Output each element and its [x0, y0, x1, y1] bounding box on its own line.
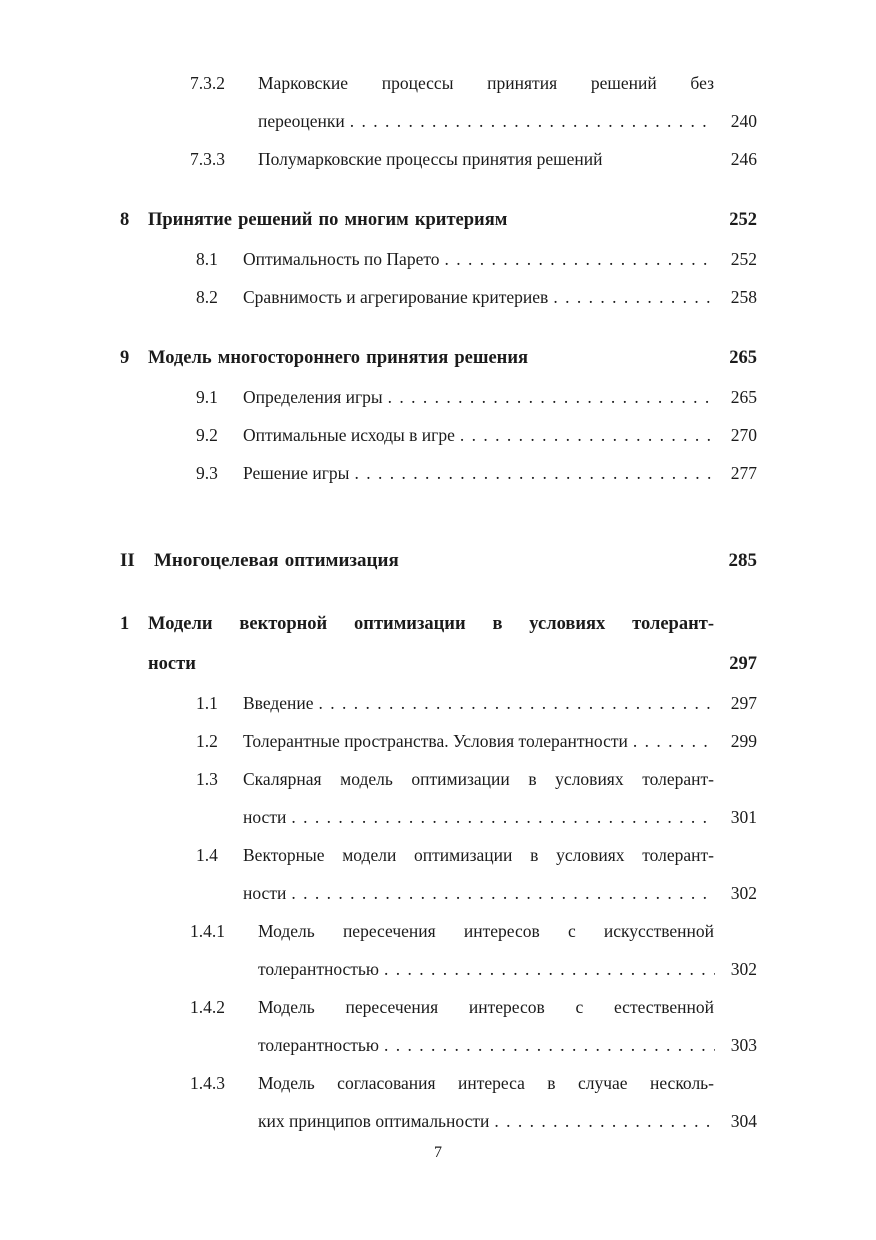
toc-entry — [196, 454, 757, 492]
toc-entry-page: 285 — [728, 550, 757, 571]
toc-entry-title: Решение игры — [243, 463, 350, 483]
toc-entry-last-line — [243, 240, 757, 278]
page-number-footer: 7 — [434, 1144, 442, 1161]
toc-entry-title: ких принципов оптимальности — [258, 1111, 490, 1131]
table-of-contents — [120, 64, 757, 1140]
toc-entry — [196, 416, 757, 454]
dot-leader — [379, 950, 715, 988]
toc-entry-title: Сравнимость и агрегирование критериев — [243, 287, 549, 307]
toc-entry-page: 297 — [730, 693, 757, 713]
toc-entry-number: 7.3.2 — [190, 73, 225, 93]
toc-entry-number: 8.2 — [196, 287, 218, 307]
toc-entry-page: 270 — [730, 425, 757, 445]
toc-entry — [196, 760, 757, 836]
dot-leader — [628, 722, 715, 760]
toc-entry — [196, 722, 757, 760]
toc-entry-body — [148, 338, 757, 378]
toc-entry-page: 301 — [730, 807, 757, 827]
toc-entry-number: 8 — [120, 210, 130, 230]
toc-entry-number: 9.2 — [196, 425, 218, 445]
toc-entry-title-line: Модель согласования интереса в случае несколь- — [258, 1073, 714, 1093]
toc-entry-title: Толерантные пространства. Условия толерантности — [243, 731, 628, 751]
dot-leader — [507, 200, 715, 240]
toc-entry-page: 265 — [730, 387, 757, 407]
toc-entry — [120, 604, 757, 684]
toc-entry-body — [243, 416, 757, 454]
toc-entry-last-line — [258, 102, 757, 140]
toc-entry-body — [243, 240, 757, 278]
toc-entry-body — [258, 1064, 757, 1140]
toc-entry-body — [243, 378, 757, 416]
toc-entry-page: 252 — [729, 210, 757, 230]
toc-entry — [190, 1064, 757, 1140]
toc-entry-title: толерантностью — [258, 1035, 379, 1055]
toc-entry-page: 304 — [730, 1111, 757, 1131]
toc-entry-body — [148, 604, 757, 684]
toc-entry — [196, 278, 757, 316]
toc-entry-last-line — [243, 874, 757, 912]
toc-entry-number: 1.4.2 — [190, 997, 225, 1017]
toc-entry-page: 265 — [729, 348, 757, 368]
toc-entry-body — [148, 200, 757, 240]
toc-entry-body — [243, 836, 757, 912]
toc-entry-last-line — [243, 416, 757, 454]
toc-entry-title: Оптимальность по Парето — [243, 249, 440, 269]
toc-entry-page: 303 — [730, 1035, 757, 1055]
toc-entry-title: Введение — [243, 693, 314, 713]
toc-entry-last-line — [243, 798, 757, 836]
dot-leader — [548, 278, 715, 316]
toc-entry-number: 1.2 — [196, 731, 218, 751]
toc-entry-page: 299 — [730, 731, 757, 751]
toc-entry — [120, 338, 757, 378]
dot-leader — [286, 874, 715, 912]
toc-entry-title: Определения игры — [243, 387, 383, 407]
toc-entry-last-line — [148, 644, 757, 684]
toc-entry-body — [258, 988, 757, 1064]
toc-entry-number: 8.1 — [196, 249, 218, 269]
dot-leader — [196, 644, 715, 684]
toc-entry-title: толерантностью — [258, 959, 379, 979]
toc-entry-page: 277 — [730, 463, 757, 483]
toc-entry-number: 9.1 — [196, 387, 218, 407]
toc-entry-number: 9 — [120, 348, 130, 368]
toc-entry — [196, 240, 757, 278]
dot-leader — [528, 338, 715, 378]
dot-leader — [440, 240, 715, 278]
toc-entry-page: 302 — [730, 883, 757, 903]
toc-entry-title: Оптимальные исходы в игре — [243, 425, 455, 445]
dot-leader — [314, 684, 715, 722]
toc-entry-number: 1.3 — [196, 769, 218, 789]
toc-entry-body — [243, 278, 757, 316]
toc-entry-last-line — [154, 540, 757, 582]
toc-entry-title: Полумарковские процессы принятия решений — [258, 149, 603, 169]
toc-entry-last-line — [243, 278, 757, 316]
toc-entry — [190, 988, 757, 1064]
toc-entry-title: ности — [243, 807, 287, 827]
dot-leader — [455, 416, 715, 454]
toc-entry-title-line: Векторные модели оптимизации в условиях толерант- — [243, 845, 714, 865]
dot-leader — [286, 798, 715, 836]
toc-entry-title-line: Модель пересечения интересов с искусственной — [258, 921, 714, 941]
toc-entry-number: 1.1 — [196, 693, 218, 713]
dot-leader — [489, 1102, 715, 1140]
toc-entry-number: 1.4 — [196, 845, 218, 865]
toc-entry-body — [258, 140, 757, 178]
dot-leader — [345, 102, 715, 140]
toc-entry-page: 258 — [730, 287, 757, 307]
toc-entry-last-line — [258, 1102, 757, 1140]
toc-entry-body — [243, 454, 757, 492]
toc-entry-page: 240 — [730, 111, 757, 131]
toc-entry-body — [243, 760, 757, 836]
toc-entry-last-line — [148, 200, 757, 240]
toc-entry-page: 252 — [730, 249, 757, 269]
toc-entry-title: Принятие решений по многим критериям — [148, 210, 508, 230]
toc-entry-body — [243, 684, 757, 722]
toc-entry — [196, 684, 757, 722]
toc-entry-title: ности — [243, 883, 287, 903]
toc-entry — [190, 912, 757, 988]
toc-entry-page: 246 — [730, 149, 757, 169]
toc-entry-last-line — [258, 1026, 757, 1064]
dot-leader — [383, 378, 715, 416]
toc-entry-title: ности — [148, 654, 196, 674]
toc-entry-title: Модель многостороннего принятия решения — [148, 348, 528, 368]
toc-entry-number: 9.3 — [196, 463, 218, 483]
toc-entry-title-line: Модель пересечения интересов с естественной — [258, 997, 714, 1017]
toc-entry-last-line — [243, 684, 757, 722]
toc-entry — [196, 836, 757, 912]
toc-entry-page: 297 — [729, 654, 757, 674]
toc-entry-number: 1.4.1 — [190, 921, 225, 941]
dot-leader — [399, 540, 715, 582]
toc-entry-title-line: Модели векторной оптимизации в условиях толерант- — [148, 614, 714, 634]
toc-entry-title: переоценки — [258, 111, 345, 131]
dot-leader — [602, 140, 715, 178]
toc-entry-last-line — [243, 454, 757, 492]
toc-entry-body — [258, 912, 757, 988]
toc-entry — [190, 64, 757, 140]
dot-leader — [349, 454, 715, 492]
toc-entry — [190, 140, 757, 178]
toc-entry — [120, 200, 757, 240]
toc-entry-body — [243, 722, 757, 760]
toc-entry — [120, 540, 757, 582]
toc-entry-number: 1.4.3 — [190, 1073, 225, 1093]
toc-entry-last-line — [243, 378, 757, 416]
toc-entry-number: II — [120, 550, 135, 571]
toc-entry-title: Многоцелевая оптимизация — [154, 550, 399, 571]
toc-entry-last-line — [258, 950, 757, 988]
dot-leader — [379, 1026, 715, 1064]
toc-entry — [196, 378, 757, 416]
toc-entry-title-line: Марковские процессы принятия решений без — [258, 73, 714, 93]
toc-entry-last-line — [258, 140, 757, 178]
toc-entry-number: 1 — [120, 614, 130, 634]
toc-entry-title-line: Скалярная модель оптимизации в условиях толерант- — [243, 769, 714, 789]
toc-entry-last-line — [148, 338, 757, 378]
toc-entry-page: 302 — [730, 959, 757, 979]
toc-entry-number: 7.3.3 — [190, 149, 225, 169]
toc-entry-body — [154, 540, 757, 582]
toc-entry-body — [258, 64, 757, 140]
toc-entry-last-line — [243, 722, 757, 760]
